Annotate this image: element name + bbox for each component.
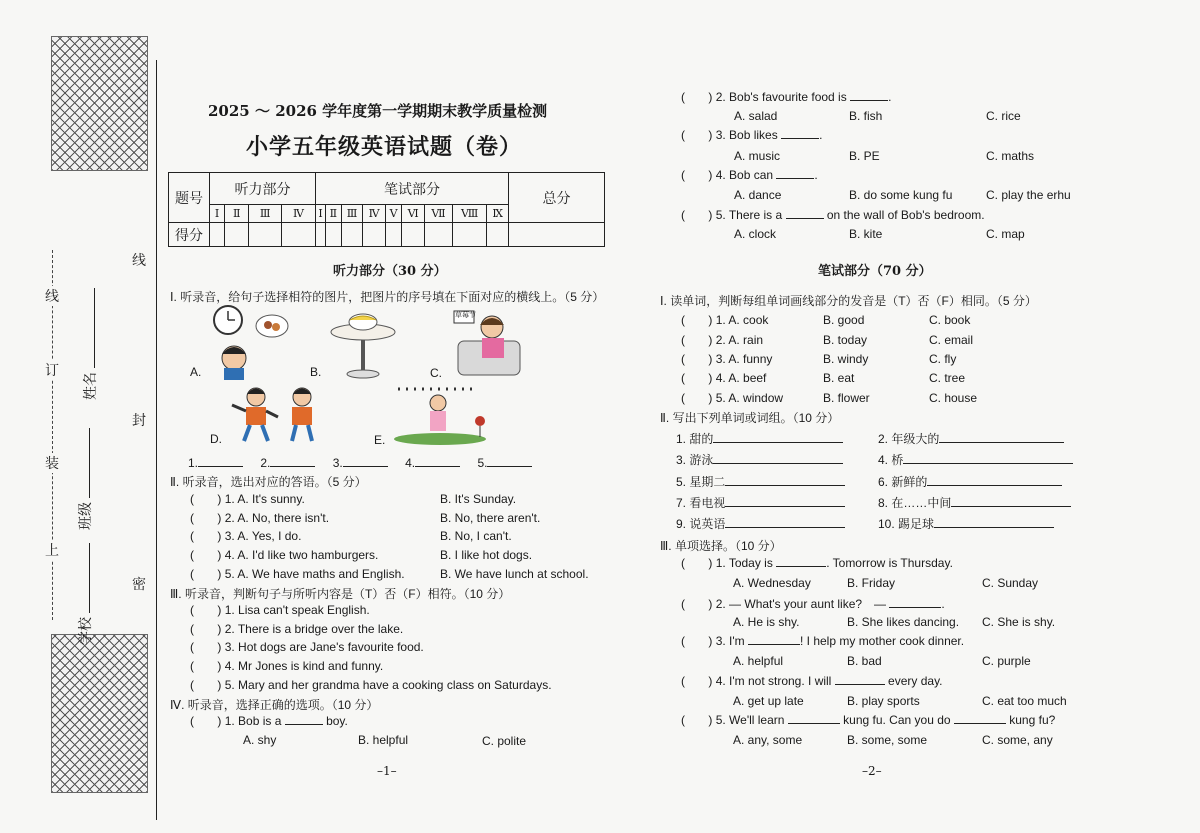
l4-question-end: .	[888, 90, 892, 104]
w1-opt: C. book	[929, 313, 971, 327]
binding-mark-mi: 密	[132, 577, 146, 593]
listening-part1-title: Ⅰ. 听录音，给句子选择相符的图片，把图片的序号填在下面对应的横线上。（5 分）	[170, 290, 605, 304]
l4-item-4: ( ) 4. Bob can .	[681, 168, 818, 182]
score-cell[interactable]	[249, 223, 282, 247]
w3-opt: C. some, any	[982, 733, 1053, 747]
w2-label: 10. 踢足球	[878, 517, 935, 531]
score-cell[interactable]	[326, 223, 342, 247]
l3-text: 1. Lisa can't speak English.	[224, 603, 370, 617]
picture-d	[230, 385, 330, 445]
l2-opt-b: B. We have lunch at school.	[440, 567, 589, 581]
qnum-label: 题号	[169, 173, 210, 223]
picture-e	[390, 385, 490, 447]
w2-item[interactable]	[878, 494, 1071, 511]
picture-label-e: E.	[374, 433, 386, 447]
w2-label: 4. 桥	[878, 453, 904, 467]
w3-opt: B. She likes dancing.	[847, 615, 960, 629]
w3-opt: B. some, some	[847, 733, 928, 747]
binding-mark-xian2: 线	[132, 253, 146, 269]
l3-item-3: ( ) 3. Hot dogs are Jane's favourite food.	[190, 640, 424, 654]
l4-question-end: .	[819, 128, 823, 142]
l2-item-2: ( ) 2. A. No, there isn't. B. No, there aren't.	[190, 511, 541, 525]
l4-question-end: .	[814, 168, 818, 182]
w3-opt: B. play sports	[847, 694, 920, 708]
w1-opt: B. eat	[823, 371, 855, 385]
score-cell[interactable]	[402, 223, 424, 247]
l4-opt: C. map	[986, 227, 1025, 241]
w3-opt: B. Friday	[847, 576, 896, 590]
w2-item[interactable]	[878, 430, 1064, 447]
l2-opt-a: 2. A. No, there isn't.	[224, 511, 330, 525]
l4-opt: B. fish	[849, 109, 883, 123]
w3-question: 1. Today is	[715, 556, 773, 570]
answer-num: 1.	[188, 456, 199, 470]
writing-num: Ⅲ	[341, 205, 363, 223]
exam-subtitle: 2025 ～ 2026 学年度第一学期期末教学质量检测	[208, 102, 548, 120]
w2-item[interactable]	[676, 515, 845, 532]
w3-item-3: ( ) 3. I'm ! I help my mother cook dinner.	[681, 634, 965, 648]
w2-item[interactable]	[676, 494, 845, 511]
writing-num: Ⅰ	[316, 205, 326, 223]
answer-num: 4.	[405, 456, 416, 470]
picture-label-d: D.	[210, 432, 222, 446]
listening-num: Ⅰ	[210, 205, 225, 223]
w2-item[interactable]	[878, 515, 1054, 532]
score-cell[interactable]	[282, 223, 316, 247]
score-cell[interactable]	[316, 223, 326, 247]
l3-text: 3. Hot dogs are Jane's favourite food.	[224, 640, 424, 654]
w3-question-end: ! I help my mother cook dinner.	[800, 634, 965, 648]
w3-opt: C. Sunday	[982, 576, 1039, 590]
w3-item-5: ( ) 5. We'll learn kung fu. Can you do kung fu?	[681, 713, 1056, 727]
w3-opt: A. He is shy.	[733, 615, 800, 629]
exam-title: 小学五年级英语试题（卷）	[246, 134, 523, 160]
w1-opt: C. house	[929, 391, 978, 405]
w2-label: 1. 甜的	[676, 432, 714, 446]
writing-heading: 笔试部分（70 分）	[818, 264, 932, 279]
writing-header: 笔试部分	[316, 173, 509, 205]
l4-opt: B. helpful	[358, 733, 409, 747]
w2-label: 3. 游泳	[676, 453, 714, 467]
listening-heading: 听力部分（30 分）	[333, 264, 447, 279]
score-cell[interactable]	[225, 223, 249, 247]
l4-opt: C. polite	[482, 734, 527, 748]
answer-blank[interactable]	[198, 466, 243, 467]
page-number-2: –2–	[862, 764, 882, 778]
w3-opt: A. Wednesday	[733, 576, 811, 590]
l2-opt-b: B. It's Sunday.	[440, 492, 517, 506]
binding-mark-feng: 封	[132, 413, 146, 429]
l2-opt-a: 4. A. I'd like two hamburgers.	[224, 548, 379, 562]
answer-num: 2.	[260, 456, 271, 470]
listening-header: 听力部分	[210, 173, 316, 205]
w3-item-1: ( ) 1. Today is . Tomorrow is Thursday.	[681, 556, 953, 570]
w3-question: 3. I'm	[715, 634, 745, 648]
w1-opt: 2. A. rain	[715, 333, 764, 347]
l2-item-5: ( ) 5. A. We have maths and English. B. We have lunch at school.	[190, 567, 589, 581]
w1-item-4: ( ) 4. A. beef	[681, 371, 767, 385]
l4-question: 5. There is a	[715, 208, 783, 222]
w3-question: 2. — What's your aunt like? —	[715, 597, 887, 611]
writing-part2-title: Ⅱ. 写出下列单词或词组。（10 分）	[660, 411, 840, 425]
l4-opt: A. dance	[734, 188, 782, 202]
sign-text: 草莓节	[455, 312, 476, 319]
w1-opt: 5. A. window	[715, 391, 784, 405]
w2-item[interactable]	[878, 451, 1073, 468]
l4-item-3: ( ) 3. Bob likes .	[681, 128, 823, 142]
binding-line-right	[156, 60, 157, 820]
w1-item-5: ( ) 5. A. window	[681, 391, 784, 405]
writing-num: Ⅱ	[326, 205, 342, 223]
l2-opt-b: B. No, there aren't.	[440, 511, 541, 525]
writing-num: Ⅳ	[363, 205, 385, 223]
l4-opt: B. PE	[849, 149, 880, 163]
w3-question-end: . Tomorrow is Thursday.	[826, 556, 953, 570]
w3-opt: A. helpful	[733, 654, 784, 668]
score-cell[interactable]	[424, 223, 452, 247]
w2-item[interactable]	[676, 451, 843, 468]
w1-opt: 4. A. beef	[715, 371, 767, 385]
w3-opt: A. get up late	[733, 694, 804, 708]
l2-opt-b: B. I like hot dogs.	[440, 548, 533, 562]
l2-opt-a: 3. A. Yes, I do.	[224, 529, 302, 543]
score-cell[interactable]	[363, 223, 385, 247]
listening-part2-title: Ⅱ. 听录音，选出对应的答语。（5 分）	[170, 475, 367, 489]
l3-text: 2. There is a bridge over the lake.	[224, 622, 404, 636]
class-field[interactable]	[75, 400, 95, 530]
w3-item-4: ( ) 4. I'm not strong. I will every day.	[681, 674, 943, 688]
w1-opt: C. tree	[929, 371, 966, 385]
listening-num: Ⅱ	[225, 205, 249, 223]
w1-opt: B. windy	[823, 352, 869, 366]
l2-opt-a: 1. A. It's sunny.	[224, 492, 305, 506]
answer-blank[interactable]	[270, 466, 315, 467]
school-label: 学校	[78, 617, 94, 645]
total-score-cell[interactable]	[509, 223, 605, 247]
l4-question: 2. Bob's favourite food is	[715, 90, 847, 104]
binding-mark-shang: 上	[45, 540, 59, 560]
listening-num: Ⅲ	[249, 205, 282, 223]
w3-opt: A. any, some	[733, 733, 803, 747]
part1-answer-row	[188, 456, 568, 470]
l4-opt: C. maths	[986, 149, 1035, 163]
l4-opt: B. kite	[849, 227, 883, 241]
class-label: 班级	[78, 502, 94, 530]
w3-opt: B. bad	[847, 654, 882, 668]
l3-item-5: ( ) 5. Mary and her grandma have a cooking class on Saturdays.	[190, 678, 552, 692]
hatch-block-bottom	[51, 634, 148, 793]
w2-label: 6. 新鲜的	[878, 475, 928, 489]
writing-num: Ⅴ	[385, 205, 402, 223]
w1-item-3: ( ) 3. A. funny	[681, 352, 773, 366]
score-cell[interactable]	[487, 223, 509, 247]
w2-label: 5. 星期二	[676, 475, 726, 489]
hatch-block-top	[51, 36, 148, 171]
answer-blank[interactable]	[415, 466, 460, 467]
l3-text: 5. Mary and her grandma have a cooking class on Saturdays.	[224, 678, 552, 692]
w2-item[interactable]	[878, 473, 1062, 490]
w2-label: 8. 在……中间	[878, 496, 952, 510]
w1-opt: B. flower	[823, 391, 870, 405]
writing-num: Ⅷ	[453, 205, 487, 223]
answer-blank[interactable]	[343, 466, 388, 467]
l4-opt: B. do some kung fu	[849, 188, 953, 202]
score-cell[interactable]	[341, 223, 363, 247]
listening-num: Ⅳ	[282, 205, 316, 223]
l4-item-5: ( ) 5. There is a on the wall of Bob's bedroom.	[681, 208, 985, 222]
l3-text: 4. Mr Jones is kind and funny.	[224, 659, 384, 673]
l4-opt: C. rice	[986, 109, 1021, 123]
w1-opt: B. today	[823, 333, 868, 347]
w2-label: 2. 年级大的	[878, 432, 940, 446]
writing-part3-title: Ⅲ. 单项选择。（10 分）	[660, 539, 782, 553]
l4-item-1: ( ) 1. Bob is a boy.	[190, 714, 348, 728]
w1-opt: 3. A. funny	[715, 352, 773, 366]
binding-mark-xian1: 线	[45, 286, 59, 306]
name-field[interactable]	[80, 260, 100, 400]
l3-item-4: ( ) 4. Mr Jones is kind and funny.	[190, 659, 384, 673]
l3-item-2: ( ) 2. There is a bridge over the lake.	[190, 622, 404, 636]
w3-question: 4. I'm not strong. I will	[715, 674, 832, 688]
answer-num: 5.	[477, 456, 488, 470]
l4-opt: C. play the erhu	[986, 188, 1071, 202]
l2-item-4: ( ) 4. A. I'd like two hamburgers. B. I like hot dogs.	[190, 548, 533, 562]
listening-part3-title: Ⅲ. 听录音，判断句子与所听内容是（T）否（F）相符。（10 分）	[170, 587, 511, 601]
l4-opt: A. shy	[243, 733, 277, 747]
picture-b	[328, 308, 398, 380]
w3-opt: C. She is shy.	[982, 615, 1056, 629]
w1-item-2: ( ) 2. A. rain	[681, 333, 764, 347]
w2-label: 9. 说英语	[676, 517, 726, 531]
l4-question: 1. Bob is a	[224, 714, 282, 728]
name-label: 姓名	[83, 372, 99, 400]
picture-label-b: B.	[310, 365, 322, 379]
picture-label-c: C.	[430, 366, 442, 380]
l4-question: 3. Bob likes	[715, 128, 778, 142]
picture-label-a: A.	[190, 365, 202, 379]
l4-question-end: boy.	[326, 714, 348, 728]
w1-opt: C. fly	[929, 352, 957, 366]
w3-opt: C. eat too much	[982, 694, 1067, 708]
l4-item-2: ( ) 2. Bob's favourite food is .	[681, 90, 892, 104]
w3-question-end: .	[941, 597, 945, 611]
answer-num: 3.	[332, 456, 343, 470]
listening-part4-title: Ⅳ. 听录音，选择正确的选项。（10 分）	[170, 698, 379, 712]
w3-opt: C. purple	[982, 654, 1031, 668]
l4-question: 4. Bob can	[715, 168, 774, 182]
binding-mark-zhuang: 装	[45, 453, 59, 473]
writing-num: Ⅵ	[402, 205, 424, 223]
w1-item-1: ( ) 1. A. cook	[681, 313, 769, 327]
l4-opt: A. salad	[734, 109, 778, 123]
l4-opt: A. music	[734, 149, 781, 163]
w3-question-mid: kung fu. Can you do	[843, 713, 951, 727]
w1-opt: B. good	[823, 313, 865, 327]
total-header: 总分	[509, 173, 605, 223]
l4-opt: A. clock	[734, 227, 777, 241]
l2-item-1: ( ) 1. A. It's sunny. B. It's Sunday.	[190, 492, 517, 506]
l4-question-end: on the wall of Bob's bedroom.	[826, 208, 985, 222]
page-number-1: –1–	[377, 764, 397, 778]
school-field[interactable]	[75, 515, 95, 645]
w2-label: 7. 看电视	[676, 496, 726, 510]
w2-item[interactable]	[676, 473, 845, 490]
score-cell[interactable]	[210, 223, 225, 247]
binding-mark-ding: 订	[45, 360, 59, 380]
l2-item-3: ( ) 3. A. Yes, I do. B. No, I can't.	[190, 529, 512, 543]
w3-item-2: ( ) 2. — What's your aunt like? — .	[681, 597, 945, 611]
w1-opt: 1. A. cook	[715, 313, 769, 327]
score-label: 得分	[169, 223, 210, 247]
writing-num: Ⅸ	[487, 205, 509, 223]
score-table	[168, 172, 605, 247]
picture-a	[210, 302, 290, 382]
score-cell[interactable]	[453, 223, 487, 247]
w3-question-end: kung fu?	[1009, 713, 1056, 727]
w2-item[interactable]	[676, 430, 843, 447]
answer-blank[interactable]	[487, 466, 532, 467]
l3-item-1: ( ) 1. Lisa can't speak English.	[190, 603, 370, 617]
w3-question-end: every day.	[888, 674, 943, 688]
l2-opt-b: B. No, I can't.	[440, 529, 512, 543]
writing-num: Ⅶ	[424, 205, 452, 223]
writing-part1-title: Ⅰ. 读单词，判断每组单词画线部分的发音是（T）否（F）相同。（5 分）	[660, 294, 1037, 308]
l2-opt-a: 5. A. We have maths and English.	[224, 567, 405, 581]
w1-opt: C. email	[929, 333, 974, 347]
w3-question: 5. We'll learn	[715, 713, 785, 727]
score-cell[interactable]	[385, 223, 402, 247]
